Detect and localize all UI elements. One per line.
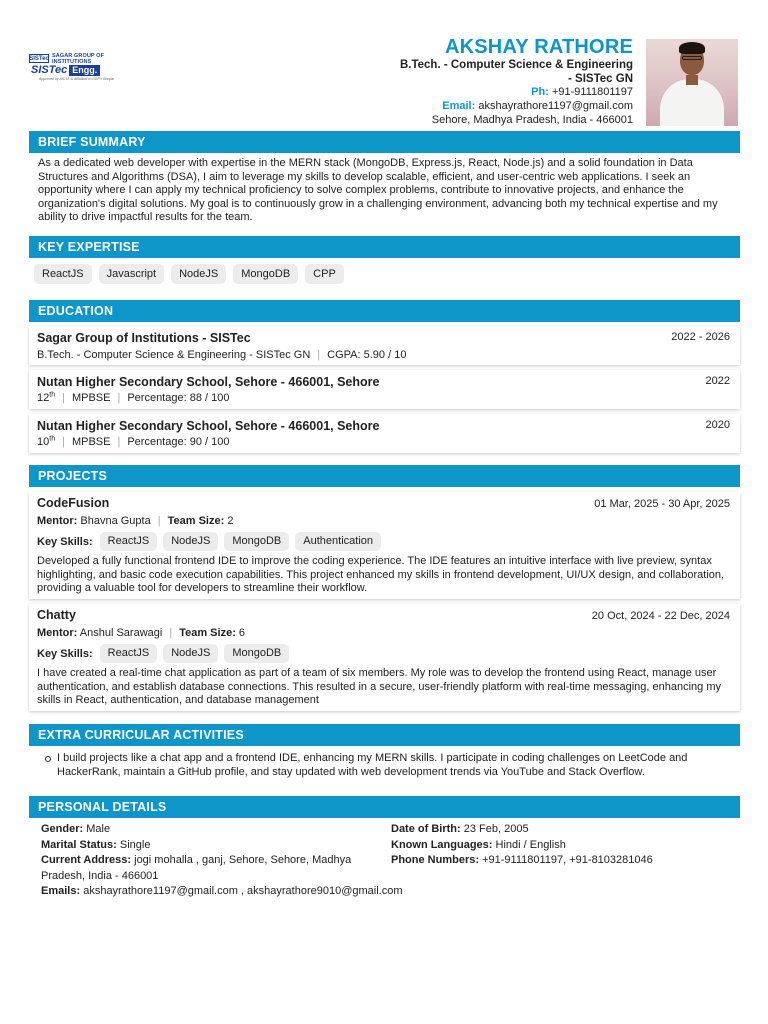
logo-emblem: SISTec — [29, 55, 49, 62]
education-score: Percentage: 88 / 100 — [127, 392, 230, 404]
grade: 10 — [37, 436, 50, 448]
degree-detail: B.Tech. - Computer Science & Engineering - SISTec GN — [37, 349, 311, 361]
email-label: Email: — [442, 100, 476, 112]
project-dates: 20 Oct, 2024 - 22 Dec, 2024 — [591, 610, 730, 622]
address-row — [41, 853, 371, 884]
separator: | — [117, 392, 121, 404]
project-dates: 01 Mar, 2025 - 30 Apr, 2025 — [594, 498, 730, 510]
education-detail — [37, 436, 229, 448]
education-detail — [37, 349, 406, 361]
address-value: jogi mohalla , ganj, Sehore, Sehore, Madhya Pradesh, India - 466001 — [41, 854, 352, 882]
phones-value[interactable]: +91-9111801197, +91-8103281046 — [482, 854, 653, 866]
institution-name: Nutan Higher Secondary School, Sehore - 466001, Sehore — [37, 419, 380, 433]
separator: | — [117, 436, 121, 448]
mentor-name: Bhavna Gupta — [80, 515, 151, 527]
email-link[interactable]: akshayrathore1197@gmail.com — [478, 100, 633, 112]
grade-suffix: th — [49, 435, 56, 443]
personal-left — [41, 822, 371, 884]
languages-value: Hindi / English — [495, 838, 566, 851]
profile-photo — [646, 39, 738, 126]
phone-label: Ph: — [531, 86, 549, 98]
education-card — [29, 370, 740, 409]
project-title: Chatty — [37, 608, 76, 622]
phone-row — [213, 85, 633, 99]
emails-row — [41, 884, 731, 900]
extra-item — [45, 752, 735, 779]
education-card — [29, 326, 740, 365]
degree-line-1: B.Tech. - Computer Science & Engineering — [399, 59, 633, 71]
skill-chip: MongoDB — [224, 532, 289, 551]
expertise-list — [34, 264, 344, 284]
summary-heading: BRIEF SUMMARY — [29, 131, 740, 153]
project-skills — [37, 644, 289, 663]
college-logo — [29, 54, 121, 80]
degree-line-2: - SISTec GN — [568, 72, 633, 85]
education-score: Percentage: 90 / 100 — [127, 436, 230, 448]
skill-chip: ReactJS — [100, 644, 158, 663]
expertise-chip: MongoDB — [233, 264, 298, 284]
project-meta — [37, 627, 245, 639]
logo-engg: Engg. — [69, 65, 100, 76]
project-description: I have created a real-time chat application as part of a team of six members. My role was to develop the frontend using React, manage user authentication, and establish database connections. This resulted in a secure, user-friendly platform with real-time messaging, enhancing my skills in React, authentication, and database management — [37, 667, 721, 706]
separator: | — [62, 392, 65, 404]
team-size: 6 — [238, 627, 246, 639]
skill-chip: MongoDB — [224, 644, 289, 663]
email-row — [213, 99, 633, 113]
education-dates: 2022 - 2026 — [671, 331, 730, 343]
logo-tagline: Approved by AICTE & Affiliated to RGPV Bhopal — [39, 77, 115, 81]
grade: 12 — [37, 392, 50, 404]
education-heading: EDUCATION — [29, 300, 740, 322]
phones-label: Phone Numbers: — [391, 854, 480, 866]
gender-row — [41, 822, 371, 838]
separator: | — [317, 349, 321, 361]
dob-row — [391, 822, 736, 838]
extra-heading: EXTRA CURRICULAR ACTIVITIES — [29, 724, 740, 746]
institution-name: Nutan Higher Secondary School, Sehore - 466001, Sehore — [37, 375, 380, 389]
projects-heading: PROJECTS — [29, 465, 740, 487]
logo-group-name: SAGAR GROUP OF INSTITUTIONS — [52, 52, 105, 65]
project-description: Developed a fully functional frontend IDE to improve the coding experience. The IDE features an intuitive interface with live preview, syntax highlighting, and basic code execution capabilities. This project enhanced my skills in frontend development, UI/UX design, and collaboration, providing a valuable tool for developers to streamline their workflow. — [37, 555, 725, 594]
project-title: CodeFusion — [37, 496, 110, 510]
team-size-label: Team Size: — [167, 515, 225, 527]
marital-row — [41, 838, 371, 854]
mentor-label: Mentor: — [37, 515, 78, 527]
project-meta — [37, 515, 233, 527]
gender-value: Male — [86, 823, 111, 835]
skill-chip: NodeJS — [163, 644, 218, 663]
institution-name: Sagar Group of Institutions - SISTec — [37, 331, 251, 345]
mentor-name: Anshul Sarawagi — [79, 627, 163, 639]
phone-value[interactable]: +91-9111801197 — [551, 86, 633, 98]
bullet-icon — [45, 756, 51, 762]
team-size: 2 — [227, 515, 234, 527]
extra-text: I build projects like a chat app and a frontend IDE, enhancing my MERN skills. I participate in coding challenges on LeetCode and HackerRank, maintain a GitHub profile, and stay updated with web development trends via YouTube and Stack Overflow. — [57, 752, 688, 778]
grade-suffix: th — [49, 391, 56, 399]
phones-row — [391, 853, 736, 869]
expertise-heading: KEY EXPERTISE — [29, 236, 740, 258]
education-detail — [37, 392, 229, 404]
marital-value: Single — [119, 838, 151, 851]
emails-label: Emails: — [41, 885, 81, 897]
languages-row — [391, 838, 736, 854]
education-score: CGPA: 5.90 / 10 — [327, 349, 407, 361]
mentor-label: Mentor: — [37, 627, 78, 639]
separator: | — [62, 436, 65, 448]
contact-block — [213, 37, 633, 127]
logo-word: SISTec — [31, 64, 68, 76]
education-card — [29, 414, 740, 453]
expertise-chip: NodeJS — [171, 264, 226, 284]
key-skills-label: Key Skills: — [37, 647, 93, 660]
skill-chip: ReactJS — [100, 532, 158, 551]
skill-chip: Authentication — [295, 532, 381, 551]
expertise-chip: ReactJS — [34, 264, 92, 284]
resume-header — [0, 0, 768, 128]
project-card — [29, 492, 740, 599]
skill-chip: NodeJS — [163, 532, 218, 551]
personal-heading: PERSONAL DETAILS — [29, 796, 740, 818]
gender-label: Gender: — [41, 823, 84, 835]
board: MPBSE — [71, 436, 111, 448]
dob-label: Date of Birth: — [391, 823, 461, 835]
key-skills-label: Key Skills: — [37, 535, 93, 548]
dob-value: 23 Feb, 2005 — [463, 823, 529, 835]
team-size-label: Team Size: — [179, 627, 236, 639]
project-skills — [37, 532, 381, 551]
personal-right — [391, 822, 736, 869]
languages-label: Known Languages: — [391, 838, 493, 851]
expertise-chip: CPP — [305, 264, 344, 284]
board: MPBSE — [71, 392, 111, 404]
education-dates: 2020 — [705, 419, 730, 431]
address-label: Current Address: — [41, 854, 132, 866]
emails-value[interactable]: akshayrathore1197@gmail.com , akshayrathore9010@gmail.com — [83, 885, 403, 897]
summary-text: As a dedicated web developer with expertise in the MERN stack (MongoDB, Express.js, React, Node.js) and a solid foundation in Data Structures and Algorithms (DSA), I aim to leverage my skills to develop scalable, efficient, and user-centric web applications. I seek an opportunity where I can apply my technical proficiency to solve complex problems, contribute to innovative projects, and enhance the organization's digital solutions. My goal is to continuously grow in a challenging environment, advancing both my technical expertise and my ability to drive impactful results for the team. — [38, 157, 718, 223]
separator: | — [169, 627, 173, 639]
candidate-name: AKSHAY RATHORE — [444, 36, 633, 58]
separator: | — [157, 515, 161, 527]
location: Sehore, Madhya Pradesh, India - 466001 — [431, 114, 633, 126]
education-dates: 2022 — [705, 375, 730, 387]
project-card — [29, 604, 740, 711]
marital-label: Marital Status: — [41, 838, 117, 851]
expertise-chip: Javascript — [99, 264, 165, 284]
